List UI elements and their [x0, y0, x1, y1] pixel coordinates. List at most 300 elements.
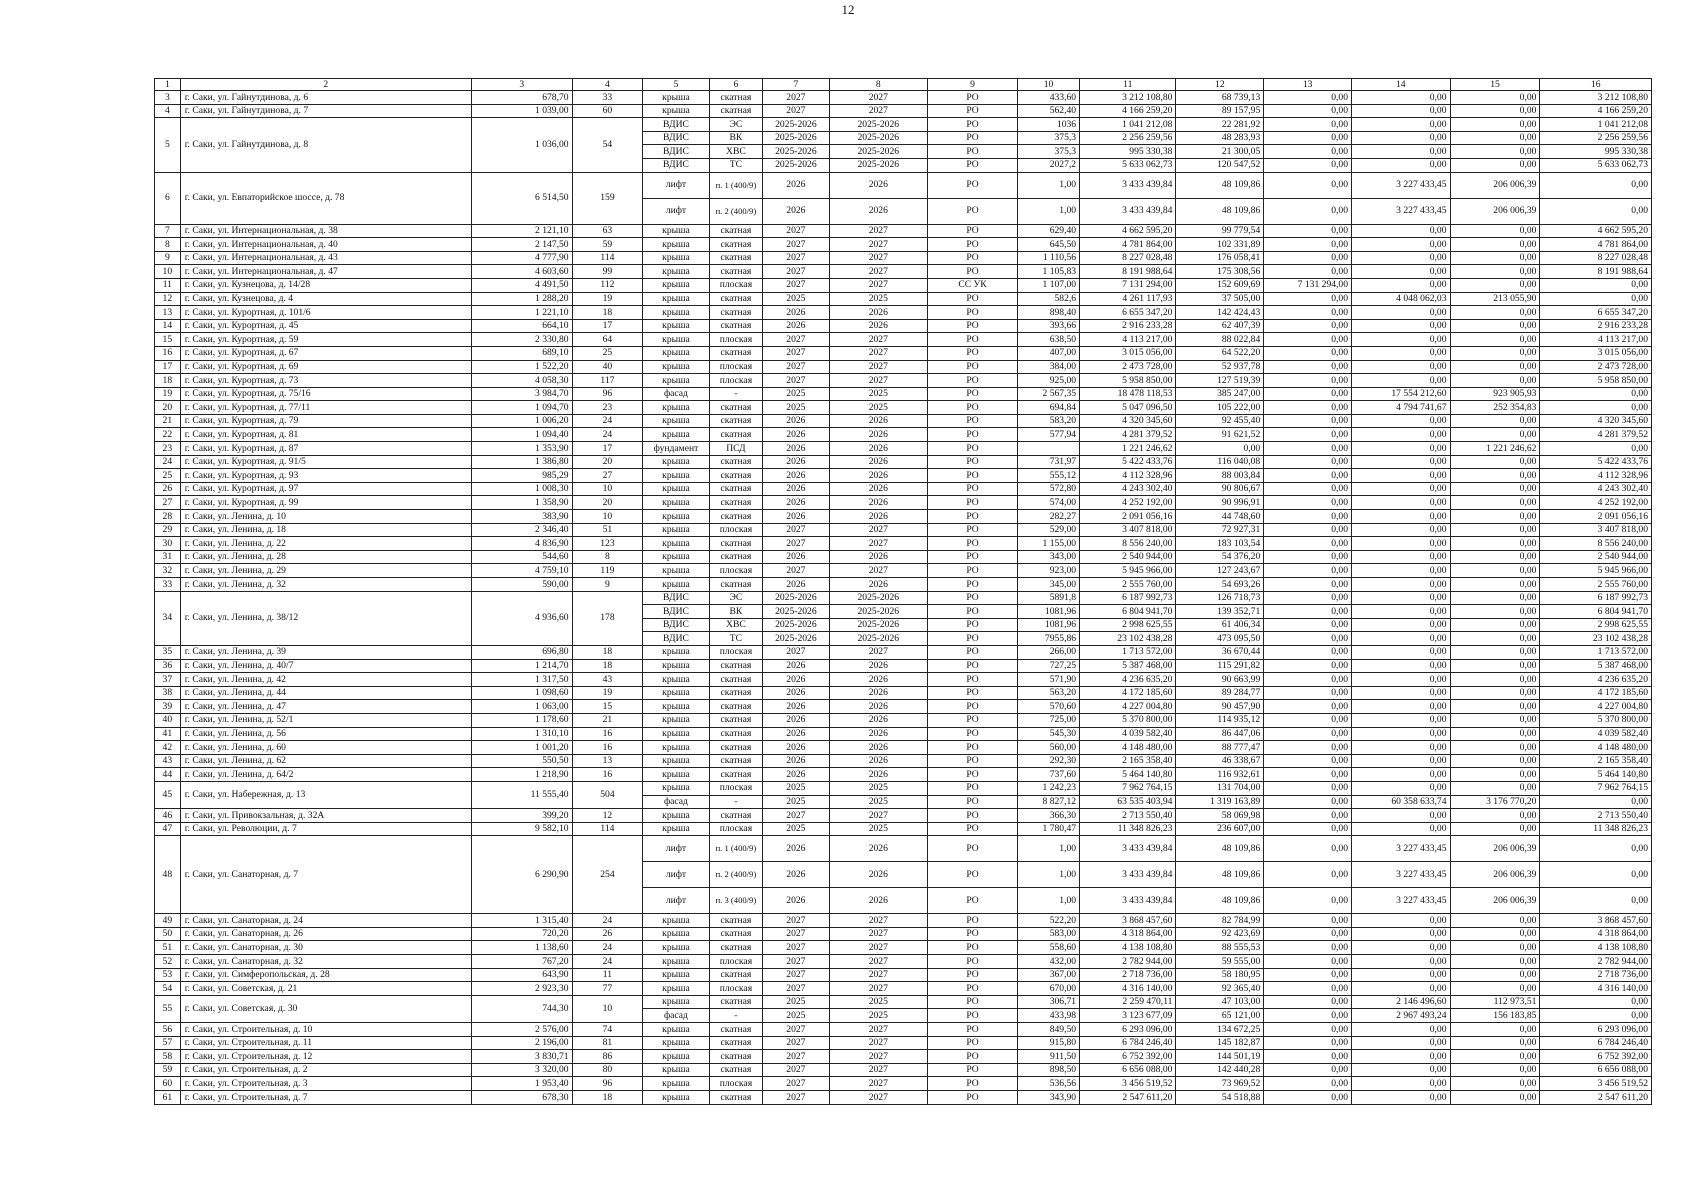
plan-end-year: 2025-2026	[829, 618, 928, 632]
table-row	[155, 995, 1652, 1009]
work-type: фасад	[643, 795, 709, 809]
building-area: 1 138,60	[471, 941, 572, 955]
total-cost: 2 718 736,00	[1080, 968, 1176, 982]
total-cost: 3 868 457,60	[1080, 914, 1176, 928]
row-number: 58	[155, 1050, 181, 1064]
local-budget: 0,00	[1450, 914, 1540, 928]
table-row	[155, 686, 1652, 700]
building-area: 1 039,00	[471, 104, 572, 118]
owners-funds: 0,00	[1264, 374, 1352, 388]
plan-start-year: 2027	[763, 645, 829, 659]
total-cost: 11 348 826,23	[1080, 822, 1176, 836]
building-area: 2 346,40	[471, 523, 572, 537]
table-row	[155, 550, 1652, 564]
local-budget: 0,00	[1450, 659, 1540, 673]
construction-control-cost: 120 547,52	[1176, 158, 1264, 172]
residents-count: 24	[572, 414, 643, 428]
funding-source: РО	[928, 523, 1018, 537]
building-area: 4 759,10	[471, 564, 572, 578]
fund-resources: 4 172 185,60	[1540, 686, 1652, 700]
column-number-14: 14	[1352, 79, 1451, 91]
total-cost: 1 221 246,62	[1080, 442, 1176, 456]
building-address: г. Саки, ул. Курортная, д. 75/16	[180, 387, 471, 401]
fund-resources: 5 370 800,00	[1540, 713, 1652, 727]
plan-start-year: 2026	[763, 754, 829, 768]
work-volume: 849,50	[1017, 1023, 1079, 1037]
building-address: г. Саки, ул. Гайнутдинова, д. 6	[180, 91, 471, 105]
row-number: 30	[155, 537, 181, 551]
work-volume: 1,00	[1017, 888, 1079, 914]
building-address: г. Саки, ул. Строительная, д. 10	[180, 1023, 471, 1037]
work-subtype: скатная	[709, 306, 763, 320]
residents-count: 63	[572, 224, 643, 238]
work-volume: 366,30	[1017, 809, 1079, 823]
fund-resources: 4 318 864,00	[1540, 927, 1652, 941]
work-subtype: скатная	[709, 537, 763, 551]
row-number: 19	[155, 387, 181, 401]
work-volume: 433,60	[1017, 91, 1079, 105]
building-address: г. Саки, ул. Строительная, д. 3	[180, 1077, 471, 1091]
work-subtype: ТС	[709, 158, 763, 172]
fund-resources: 1 713 572,00	[1540, 645, 1652, 659]
regional-budget: 3 227 433,45	[1352, 862, 1451, 888]
construction-control-cost: 116 040,08	[1176, 455, 1264, 469]
table-row	[155, 414, 1652, 428]
local-budget: 0,00	[1450, 1091, 1540, 1105]
table-row	[155, 836, 1652, 862]
owners-funds: 0,00	[1264, 1009, 1352, 1023]
residents-count: 15	[572, 700, 643, 714]
local-budget: 206 006,39	[1450, 172, 1540, 198]
fund-resources: 0,00	[1540, 836, 1652, 862]
work-subtype: скатная	[709, 1036, 763, 1050]
building-address: г. Саки, ул. Ленина, д. 44	[180, 686, 471, 700]
plan-end-year: 2025	[829, 401, 928, 415]
work-volume: 574,00	[1017, 496, 1079, 510]
fund-resources: 2 091 056,16	[1540, 510, 1652, 524]
fund-resources: 4 113 217,00	[1540, 333, 1652, 347]
work-subtype: скатная	[709, 686, 763, 700]
local-budget: 0,00	[1450, 251, 1540, 265]
construction-control-cost: 145 182,87	[1176, 1036, 1264, 1050]
row-number: 37	[155, 673, 181, 687]
building-address: г. Саки, ул. Кузнецова, д. 4	[180, 292, 471, 306]
total-cost: 2 998 625,55	[1080, 618, 1176, 632]
row-number: 9	[155, 251, 181, 265]
owners-funds: 0,00	[1264, 955, 1352, 969]
plan-end-year: 2026	[829, 510, 928, 524]
plan-start-year: 2027	[763, 955, 829, 969]
work-volume: 1081,96	[1017, 605, 1079, 619]
building-address: г. Саки, ул. Советская, д. 21	[180, 982, 471, 996]
construction-control-cost: 92 423,69	[1176, 927, 1264, 941]
plan-end-year: 2026	[829, 727, 928, 741]
table-row	[155, 224, 1652, 238]
owners-funds: 0,00	[1264, 145, 1352, 159]
regional-budget: 0,00	[1352, 455, 1451, 469]
owners-funds: 0,00	[1264, 1050, 1352, 1064]
owners-funds: 0,00	[1264, 238, 1352, 252]
work-volume: 1 780,47	[1017, 822, 1079, 836]
table-row	[155, 306, 1652, 320]
building-area: 1 063,00	[471, 700, 572, 714]
local-budget: 206 006,39	[1450, 862, 1540, 888]
local-budget: 0,00	[1450, 91, 1540, 105]
work-subtype: скатная	[709, 941, 763, 955]
local-budget: 0,00	[1450, 333, 1540, 347]
work-subtype: скатная	[709, 292, 763, 306]
local-budget: 252 354,83	[1450, 401, 1540, 415]
local-budget: 0,00	[1450, 238, 1540, 252]
plan-start-year: 2026	[763, 414, 829, 428]
construction-control-cost: 37 505,00	[1176, 292, 1264, 306]
building-address: г. Саки, ул. Симферопольская, д. 28	[180, 968, 471, 982]
plan-end-year: 2027	[829, 346, 928, 360]
owners-funds: 0,00	[1264, 496, 1352, 510]
work-type: крыша	[643, 955, 709, 969]
regional-budget: 0,00	[1352, 1091, 1451, 1105]
regional-budget: 60 358 633,74	[1352, 795, 1451, 809]
regional-budget: 0,00	[1352, 1036, 1451, 1050]
fund-resources: 11 348 826,23	[1540, 822, 1652, 836]
total-cost: 4 112 328,96	[1080, 469, 1176, 483]
fund-resources: 5 958 850,00	[1540, 374, 1652, 388]
building-address: г. Саки, ул. Ленина, д. 52/1	[180, 713, 471, 727]
funding-source: РО	[928, 537, 1018, 551]
construction-control-cost: 127 243,67	[1176, 564, 1264, 578]
owners-funds: 0,00	[1264, 428, 1352, 442]
building-address: г. Саки, ул. Ленина, д. 18	[180, 523, 471, 537]
fund-resources: 2 165 358,40	[1540, 754, 1652, 768]
fund-resources: 4 148 480,00	[1540, 741, 1652, 755]
plan-start-year: 2026	[763, 673, 829, 687]
total-cost: 3 433 439,84	[1080, 888, 1176, 914]
funding-source: РО	[928, 618, 1018, 632]
building-area: 11 555,40	[471, 781, 572, 808]
regional-budget: 0,00	[1352, 251, 1451, 265]
building-address: г. Саки, ул. Революции, д. 7	[180, 822, 471, 836]
fund-resources: 1 041 212,08	[1540, 118, 1652, 132]
funding-source: РО	[928, 1050, 1018, 1064]
local-budget: 0,00	[1450, 537, 1540, 551]
regional-budget: 0,00	[1352, 713, 1451, 727]
work-volume: 911,50	[1017, 1050, 1079, 1064]
work-subtype: плоская	[709, 278, 763, 292]
building-address: г. Саки, ул. Ленина, д. 29	[180, 564, 471, 578]
regional-budget: 0,00	[1352, 768, 1451, 782]
column-number-3: 3	[471, 79, 572, 91]
funding-source: РО	[928, 673, 1018, 687]
work-type: крыша	[643, 781, 709, 795]
row-number: 14	[155, 319, 181, 333]
residents-count: 11	[572, 968, 643, 982]
residents-count: 114	[572, 822, 643, 836]
building-area: 643,90	[471, 968, 572, 982]
residents-count: 96	[572, 387, 643, 401]
regional-budget: 4 794 741,67	[1352, 401, 1451, 415]
funding-source: РО	[928, 700, 1018, 714]
work-type: крыша	[643, 686, 709, 700]
work-type: лифт	[643, 888, 709, 914]
building-address: г. Саки, ул. Евпаторийское шоссе, д. 78	[180, 172, 471, 224]
building-address: г. Саки, ул. Гайнутдинова, д. 8	[180, 118, 471, 172]
regional-budget: 0,00	[1352, 700, 1451, 714]
table-row	[155, 469, 1652, 483]
work-type: крыша	[643, 564, 709, 578]
owners-funds: 0,00	[1264, 836, 1352, 862]
residents-count: 24	[572, 955, 643, 969]
residents-count: 114	[572, 251, 643, 265]
owners-funds: 0,00	[1264, 809, 1352, 823]
owners-funds: 0,00	[1264, 564, 1352, 578]
regional-budget: 0,00	[1352, 374, 1451, 388]
plan-start-year: 2025	[763, 1009, 829, 1023]
fund-resources: 3 407 818,00	[1540, 523, 1652, 537]
fund-resources: 6 655 347,20	[1540, 306, 1652, 320]
regional-budget: 2 146 496,60	[1352, 995, 1451, 1009]
work-subtype: плоская	[709, 781, 763, 795]
owners-funds: 0,00	[1264, 781, 1352, 795]
plan-start-year: 2027	[763, 238, 829, 252]
column-number-15: 15	[1450, 79, 1540, 91]
owners-funds: 0,00	[1264, 941, 1352, 955]
work-type: крыша	[643, 455, 709, 469]
fund-resources: 2 782 944,00	[1540, 955, 1652, 969]
plan-end-year: 2027	[829, 914, 928, 928]
fund-resources: 4 281 379,52	[1540, 428, 1652, 442]
owners-funds: 0,00	[1264, 888, 1352, 914]
work-volume: 384,00	[1017, 360, 1079, 374]
residents-count: 99	[572, 265, 643, 279]
fund-resources: 5 945 966,00	[1540, 564, 1652, 578]
owners-funds: 0,00	[1264, 387, 1352, 401]
funding-source: РО	[928, 306, 1018, 320]
fund-resources: 7 962 764,15	[1540, 781, 1652, 795]
plan-end-year: 2027	[829, 1023, 928, 1037]
owners-funds: 0,00	[1264, 346, 1352, 360]
residents-count: 24	[572, 914, 643, 928]
total-cost: 4 172 185,60	[1080, 686, 1176, 700]
table-row	[155, 172, 1652, 198]
residents-count: 17	[572, 319, 643, 333]
work-volume: 727,25	[1017, 659, 1079, 673]
building-area: 1 214,70	[471, 659, 572, 673]
building-address: г. Саки, ул. Ленина, д. 62	[180, 754, 471, 768]
plan-start-year: 2026	[763, 306, 829, 320]
construction-control-cost: 115 291,82	[1176, 659, 1264, 673]
building-area: 2 576,00	[471, 1023, 572, 1037]
total-cost: 3 433 439,84	[1080, 172, 1176, 198]
fund-resources: 4 112 328,96	[1540, 469, 1652, 483]
plan-end-year: 2027	[829, 1091, 928, 1105]
plan-end-year: 2027	[829, 104, 928, 118]
total-cost: 18 478 118,53	[1080, 387, 1176, 401]
funding-source: РО	[928, 104, 1018, 118]
plan-start-year: 2026	[763, 455, 829, 469]
work-volume: 571,90	[1017, 673, 1079, 687]
plan-end-year: 2025	[829, 995, 928, 1009]
work-subtype: п. 1 (400/9)	[709, 172, 763, 198]
regional-budget: 0,00	[1352, 1050, 1451, 1064]
total-cost: 8 227 028,48	[1080, 251, 1176, 265]
total-cost: 3 433 439,84	[1080, 862, 1176, 888]
total-cost: 2 782 944,00	[1080, 955, 1176, 969]
owners-funds: 0,00	[1264, 158, 1352, 172]
building-address: г. Саки, ул. Интернациональная, д. 47	[180, 265, 471, 279]
building-address: г. Саки, ул. Санаторная, д. 30	[180, 941, 471, 955]
work-volume: 583,20	[1017, 414, 1079, 428]
work-type: крыша	[643, 700, 709, 714]
work-subtype: плоская	[709, 360, 763, 374]
funding-source: РО	[928, 754, 1018, 768]
table-row	[155, 374, 1652, 388]
regional-budget: 0,00	[1352, 91, 1451, 105]
work-subtype: плоская	[709, 982, 763, 996]
fund-resources: 2 718 736,00	[1540, 968, 1652, 982]
building-area: 4 603,60	[471, 265, 572, 279]
funding-source: РО	[928, 1077, 1018, 1091]
work-subtype: плоская	[709, 333, 763, 347]
table-row	[155, 442, 1652, 456]
building-area: 1 288,20	[471, 292, 572, 306]
building-address: г. Саки, ул. Ленина, д. 10	[180, 510, 471, 524]
work-subtype: скатная	[709, 414, 763, 428]
work-type: крыша	[643, 496, 709, 510]
plan-start-year: 2027	[763, 914, 829, 928]
owners-funds: 0,00	[1264, 292, 1352, 306]
regional-budget: 0,00	[1352, 781, 1451, 795]
residents-count: 13	[572, 754, 643, 768]
funding-source: РО	[928, 982, 1018, 996]
regional-budget: 0,00	[1352, 428, 1451, 442]
construction-control-cost: 59 555,00	[1176, 955, 1264, 969]
work-type: крыша	[643, 673, 709, 687]
total-cost: 4 281 379,52	[1080, 428, 1176, 442]
owners-funds: 0,00	[1264, 618, 1352, 632]
plan-start-year: 2025	[763, 292, 829, 306]
work-type: крыша	[643, 727, 709, 741]
regional-budget: 0,00	[1352, 564, 1451, 578]
column-number-4: 4	[572, 79, 643, 91]
fund-resources: 4 166 259,20	[1540, 104, 1652, 118]
plan-start-year: 2026	[763, 550, 829, 564]
work-type: крыша	[643, 333, 709, 347]
plan-end-year: 2026	[829, 768, 928, 782]
owners-funds: 0,00	[1264, 401, 1352, 415]
fund-resources: 4 252 192,00	[1540, 496, 1652, 510]
building-area: 1 353,90	[471, 442, 572, 456]
plan-end-year: 2025-2026	[829, 632, 928, 646]
work-type: крыша	[643, 1077, 709, 1091]
plan-start-year: 2026	[763, 469, 829, 483]
plan-end-year: 2026	[829, 836, 928, 862]
owners-funds: 0,00	[1264, 306, 1352, 320]
row-number: 56	[155, 1023, 181, 1037]
funding-source: РО	[928, 781, 1018, 795]
work-subtype: ПСД	[709, 442, 763, 456]
local-budget: 0,00	[1450, 822, 1540, 836]
work-type: ВДИС	[643, 118, 709, 132]
residents-count: 26	[572, 927, 643, 941]
regional-budget: 0,00	[1352, 914, 1451, 928]
construction-control-cost: 48 109,86	[1176, 172, 1264, 198]
construction-control-cost: 48 109,86	[1176, 888, 1264, 914]
work-subtype: п. 1 (400/9)	[709, 836, 763, 862]
total-cost: 4 261 117,93	[1080, 292, 1176, 306]
plan-start-year: 2027	[763, 1091, 829, 1105]
building-area: 2 196,00	[471, 1036, 572, 1050]
work-subtype: ЭС	[709, 118, 763, 132]
work-subtype: -	[709, 387, 763, 401]
table-row	[155, 251, 1652, 265]
regional-budget: 0,00	[1352, 104, 1451, 118]
residents-count: 33	[572, 91, 643, 105]
work-type: крыша	[643, 754, 709, 768]
work-subtype: ТС	[709, 632, 763, 646]
work-volume: 577,94	[1017, 428, 1079, 442]
plan-end-year: 2026	[829, 319, 928, 333]
funding-source: РО	[928, 442, 1018, 456]
building-address: г. Саки, ул. Интернациональная, д. 40	[180, 238, 471, 252]
funding-source: РО	[928, 713, 1018, 727]
plan-end-year: 2025-2026	[829, 118, 928, 132]
funding-source: РО	[928, 1091, 1018, 1105]
construction-control-cost: 385 247,00	[1176, 387, 1264, 401]
construction-control-cost: 62 407,39	[1176, 319, 1264, 333]
regional-budget: 0,00	[1352, 118, 1451, 132]
residents-count: 112	[572, 278, 643, 292]
row-number: 5	[155, 118, 181, 172]
regional-budget: 0,00	[1352, 968, 1451, 982]
funding-source: РО	[928, 91, 1018, 105]
building-address: г. Саки, ул. Строительная, д. 11	[180, 1036, 471, 1050]
row-number: 17	[155, 360, 181, 374]
work-type: лифт	[643, 172, 709, 198]
local-budget: 0,00	[1450, 145, 1540, 159]
construction-control-cost: 88 555,53	[1176, 941, 1264, 955]
funding-source: РО	[928, 822, 1018, 836]
funding-source: РО	[928, 251, 1018, 265]
total-cost: 2 165 358,40	[1080, 754, 1176, 768]
funding-source: РО	[928, 836, 1018, 862]
owners-funds: 0,00	[1264, 591, 1352, 605]
regional-budget: 0,00	[1352, 754, 1451, 768]
building-address: г. Саки, ул. Строительная, д. 7	[180, 1091, 471, 1105]
total-cost: 2 540 944,00	[1080, 550, 1176, 564]
local-budget: 0,00	[1450, 550, 1540, 564]
total-cost: 4 243 302,40	[1080, 482, 1176, 496]
funding-source: РО	[928, 795, 1018, 809]
work-volume: 375,3	[1017, 131, 1079, 145]
building-address: г. Саки, ул. Ленина, д. 64/2	[180, 768, 471, 782]
building-address: г. Саки, ул. Курортная, д. 45	[180, 319, 471, 333]
total-cost: 4 138 108,80	[1080, 941, 1176, 955]
column-number-header-row	[155, 79, 1652, 91]
work-volume: 1 105,83	[1017, 265, 1079, 279]
table-row	[155, 1050, 1652, 1064]
plan-start-year: 2026	[763, 428, 829, 442]
plan-start-year: 2026	[763, 198, 829, 224]
table-row	[155, 333, 1652, 347]
residents-count: 24	[572, 428, 643, 442]
row-number: 31	[155, 550, 181, 564]
work-volume: 582,6	[1017, 292, 1079, 306]
plan-end-year: 2025-2026	[829, 605, 928, 619]
work-type: крыша	[643, 278, 709, 292]
owners-funds: 0,00	[1264, 1036, 1352, 1050]
building-area: 6 290,90	[471, 836, 572, 914]
row-number: 36	[155, 659, 181, 673]
